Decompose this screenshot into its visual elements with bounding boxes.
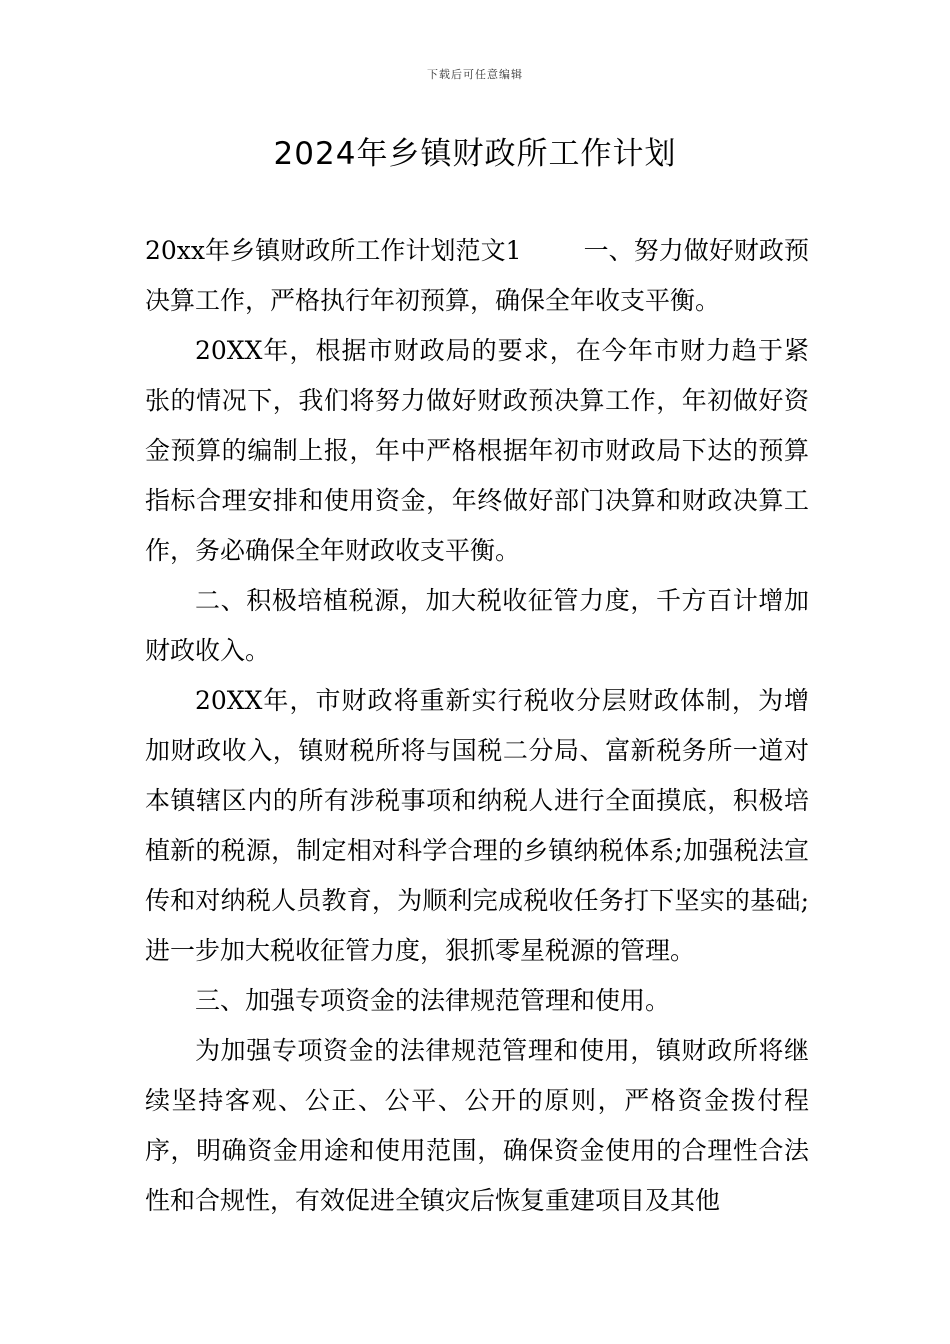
intro-paragraph xyxy=(145,226,809,326)
intro-subtitle: 20xx年乡镇财政所工作计划范文1 xyxy=(145,236,522,265)
paragraph-special-funds: 为加强专项资金的法律规范管理和使用，镇财政所将继续坚持客观、公正、公平、公开的原则，严格资金拨付程序，明确资金用途和使用范围，确保资金使用的合理性合法性和合规性，有效促进全镇灾后恢复重建项目及其他 xyxy=(145,1036,809,1215)
paragraph-tax: 20XX年，市财政将重新实行税收分层财政体制，为增加财政收入，镇财税所将与国税二分局、富新税务所一道对本镇辖区内的所有涉税事项和纳税人进行全面摸底，积极培植新的税源，制定相对科学合理的乡镇纳税体系;加强税法宣传和对纳税人员教育，为顺利完成税收任务打下坚实的基础;进一步加大税收征管力度，狠抓零星税源的管理。 xyxy=(145,686,809,965)
document-body xyxy=(145,226,809,1226)
section-heading-3: 三、加强专项资金的法律规范管理和使用。 xyxy=(195,986,671,1015)
paragraph-budget: 20XX年，根据市财政局的要求，在今年市财力趋于紧张的情况下，我们将努力做好财政预决算工作，年初做好资金预算的编制上报，年中严格根据年初市财政局下达的预算指标合理安排和使用资金，年终做好部门决算和财政决算工作，务必确保全年财政收支平衡。 xyxy=(145,336,809,565)
section-heading-1: 一、努力做好财政预决算工作，严格执行年初预算，确保全年收支平衡。 xyxy=(145,236,809,315)
header-note: 下载后可任意编辑 xyxy=(427,68,523,81)
section-heading-2: 二、积极培植税源，加大税收征管力度，千方百计增加财政收入。 xyxy=(145,586,809,665)
document-title: 2024年乡镇财政所工作计划 xyxy=(273,136,677,172)
